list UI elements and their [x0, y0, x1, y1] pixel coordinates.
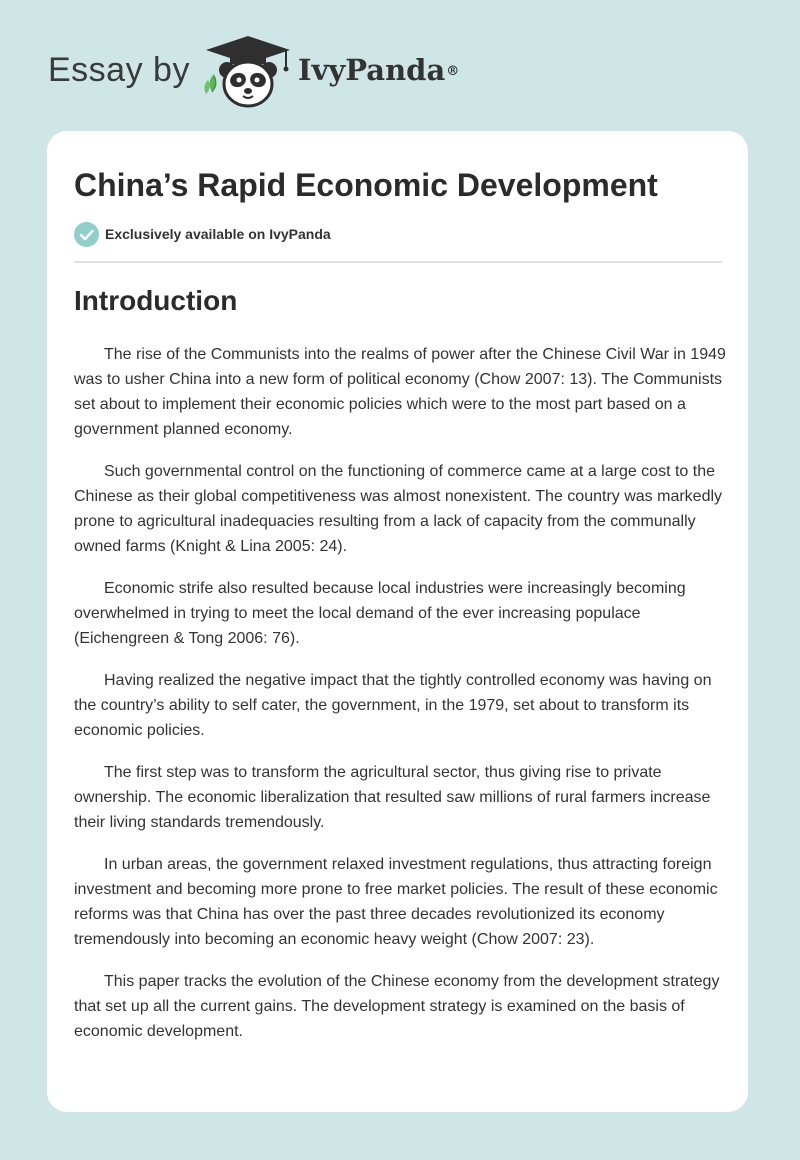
site-header [0, 0, 800, 130]
panda-graduate-logo[interactable] [200, 34, 296, 110]
paragraph: In urban areas, the government relaxed investment regulations, thus attracting foreign investment and becoming more prone to free market policies. The result of these economic reforms was that China has over the past three decades revolutionized its economy tremendously into becoming an economic heavy weight (Chow 2007: 23). [74, 856, 718, 948]
essay-body [74, 342, 726, 1061]
essay-card [47, 131, 748, 1112]
check-circle-icon [74, 222, 99, 247]
paragraph: Having realized the negative impact that the tightly controlled economy was having on the country’s ability to self cater, the government, in the 1979, set about to transform its economic policies. [74, 672, 712, 739]
paragraph: The first step was to transform the agricultural sector, thus giving rise to private ownership. The economic liberalization that resulted saw millions of rural farmers increase their living standards tremendously. [74, 764, 711, 831]
brand-text: IvyPanda [298, 53, 446, 87]
section-heading: Introduction [74, 285, 238, 316]
paragraph: This paper tracks the evolution of the Chinese economy from the development strategy that set up all the current gains. The development strategy is examined on the basis of economic development. [74, 973, 720, 1040]
paragraph: Such governmental control on the functioning of commerce came at a large cost to the Chinese as their global competitiveness was almost nonexistent. The country was markedly prone to agricultural inadequacies resulting from a lack of capacity from the communally owned farms (Knight & Lina 2005: 24). [74, 463, 723, 555]
paragraph: The rise of the Communists into the realms of power after the Chinese Civil War in 1949 was to usher China into a new form of political economy (Chow 2007: 13). The Communists set about to implement their economic policies which were to the most part based on a government planned economy. [74, 346, 726, 438]
divider [74, 261, 722, 263]
exclusive-badge [74, 221, 331, 247]
exclusive-text: Exclusively available on IvyPanda [105, 226, 331, 242]
paragraph: Economic strife also resulted because local industries were increasingly becoming overwhelmed in trying to meet the local demand of the ever increasing populace (Eichengreen & Tong 2006: 76). [74, 580, 686, 647]
essay-by-label: Essay by [48, 51, 190, 89]
brand-name[interactable] [298, 52, 459, 88]
essay-title: China’s Rapid Economic Development [74, 167, 658, 203]
registered-mark: ® [446, 64, 460, 79]
